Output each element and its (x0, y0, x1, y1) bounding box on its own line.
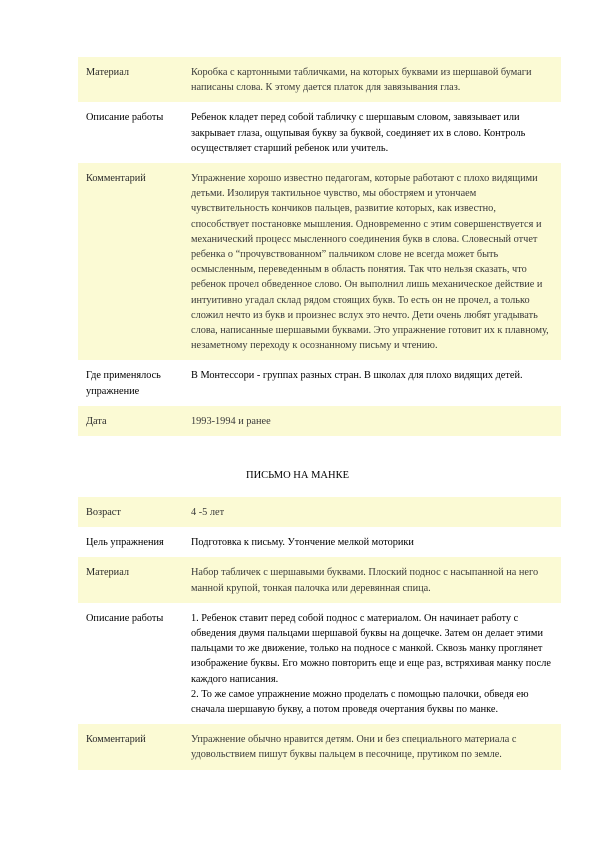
row-value: Упражнение обычно нравится детям. Они и без специального материала с удовольствием пишут буквы пальцем в песочнице, прутиком по земле. (184, 724, 561, 769)
row-label: Где применялось упражнение (78, 360, 184, 405)
info-table-2 (78, 497, 561, 770)
row-value: Набор табличек с шершавыми буквами. Плоский поднос с насыпанной на него манной крупой, тонкая палочка или деревянная спица. (184, 557, 561, 602)
row-label: Описание работы (78, 102, 184, 163)
row-value: Упражнение хорошо известно педагогам, которые работают с плохо видящими детьми. Изолируя тактильное чувство, мы обостряем и утончаем чувствительность кончиков пальцев, развитие которых, как известно, способствует постановке мышления. Одновременно с этим совершенствуется и механический процесс мысленного соединения букв в слова. Словесный отчет ребенка о “прочувствованном” пальчиком слове не всегда может быть осмысленным, переведенным в область понятия. Так что нельзя сказать, что ребенок прочел обведенное слово. Он выполнил лишь механическое действие и интуитивно угадал склад рядом стоящих букв. То есть он не прочел, а только сложил нечто из букв и произнес вслух это нечто. Дети очень любят угадывать слова, написанные шершавыми буквами. Это упражнение готовит их к плавному, незаметному переходу к осознанному письму и чтению. (184, 163, 561, 360)
table-row (78, 603, 561, 724)
table-row (78, 360, 561, 405)
row-value (184, 603, 561, 724)
row-label: Комментарий (78, 724, 184, 769)
row-value: Подготовка к письму. Утончение мелкой моторики (184, 527, 561, 557)
table-row (78, 102, 561, 163)
table-row (78, 557, 561, 602)
row-label: Комментарий (78, 163, 184, 360)
row-value: Коробка с картонными табличками, на которых буквами из шершавой бумаги написаны слова. К этому дается платок для завязывания глаз. (184, 57, 561, 102)
row-value: В Монтессори - группах разных стран. В школах для плохо видящих детей. (184, 360, 561, 405)
paragraph: 1. Ребенок ставит перед собой поднос с материалом. Он начинает работу с обведения двумя пальцами шершавой буквы на дощечке. Затем он делает этими пальцами то же движение, только на подносе с манкой. Сквозь манку проглянет изображение буквы. Его можно повторить еще и еще раз, встряхивая манку после каждого написания. (191, 612, 551, 685)
table-row (78, 497, 561, 527)
table-row (78, 724, 561, 769)
row-label: Материал (78, 57, 184, 102)
row-label: Материал (78, 557, 184, 602)
table-row (78, 163, 561, 360)
row-label: Описание работы (78, 603, 184, 724)
row-label: Дата (78, 406, 184, 436)
row-value: 4 -5 лет (184, 497, 561, 527)
table-row (78, 527, 561, 557)
row-value: Ребенок кладет перед собой табличку с шершавым словом, завязывает или закрывает глаза, ощупывая букву за буквой, соединяет их в слово. Контроль осуществляет старший ребенок или учитель. (184, 102, 561, 163)
table-row (78, 406, 561, 436)
paragraph: 2. То же самое упражнение можно проделать с помощью палочки, обведя ею сначала шершавую букву, а потом проведя очертания буквы по манке. (191, 688, 529, 716)
table-row (78, 57, 561, 102)
section-heading: ПИСЬМО НА МАНКЕ (245, 470, 350, 481)
row-value: 1993-1994 и ранее (184, 406, 561, 436)
row-label: Цель упражнения (78, 527, 184, 557)
row-label: Возраст (78, 497, 184, 527)
info-table-1 (78, 57, 561, 436)
